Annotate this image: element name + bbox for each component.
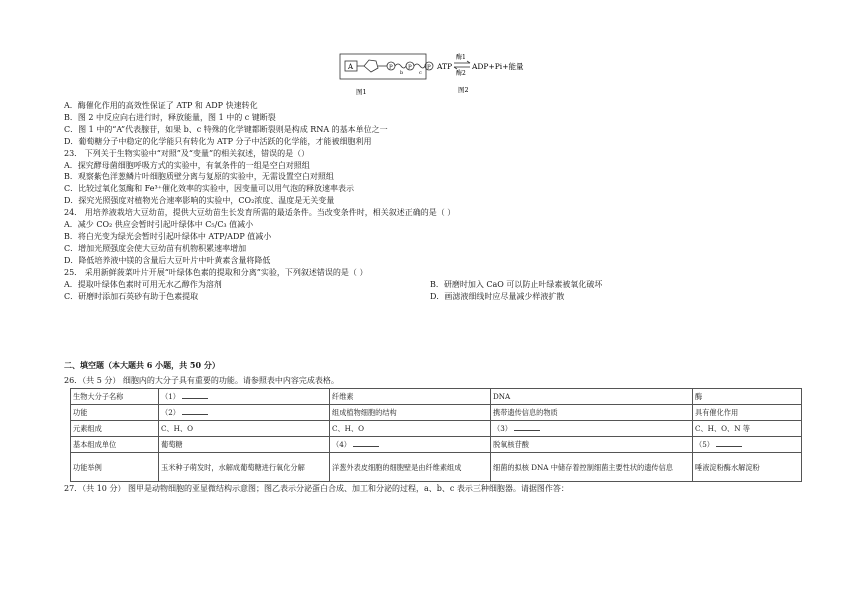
q23-option-a: A．探究酵母菌细胞呼吸方式的实验中，有氧条件的一组是空白对照组: [64, 160, 310, 170]
table-cell: DNA: [491, 389, 693, 405]
fig2-caption: 图2: [458, 86, 469, 94]
q22-option-b: B．图 2 中反应向右进行时，释放能量，图 1 中的 c 键断裂: [64, 112, 276, 122]
question-lines: [64, 100, 804, 302]
table-cell: 具有催化作用: [693, 405, 802, 421]
table-cell: 细菌的拟核 DNA 中储存着控制细菌主要性状的遗传信息: [491, 453, 693, 482]
table-row: [71, 453, 802, 482]
fig1-caption: 图1: [356, 88, 367, 96]
q25-stem: 25． 采用新鲜菠菜叶片开展“叶绿体色素的提取和分离”实验，下列叙述错误的是（ ）: [64, 267, 368, 277]
table-cell: 元素组成: [71, 421, 159, 437]
table-row: [71, 405, 802, 421]
table-cell: 功能: [71, 405, 159, 421]
q24-option-c: C．增加光照强度会使大豆幼苗有机物积累速率增加: [64, 243, 247, 253]
q25-option-d: D．画滤液细线时应尽量减少样液扩散: [430, 291, 565, 301]
fig2-enzyme1-label: 酶1: [456, 54, 466, 61]
q23-option-d: D．探究光照强度对植物光合速率影响的实验中，CO₂浓度、温度是无关变量: [64, 196, 335, 206]
section-title: 二、填空题（本大题共 6 小题，共 50 分）: [64, 360, 220, 370]
answer-blank[interactable]: [514, 424, 540, 431]
fig2-atp-label: ATP: [437, 62, 453, 71]
blank-label: （1）: [161, 392, 180, 401]
table-cell: C、H、O、N 等: [693, 421, 802, 437]
q22-option-c: C．图 1 中的“A”代表腺苷，如果 b、c 特殊的化学键都断裂则是构成 RNA 的基本单位之一: [64, 124, 388, 134]
blank-label: （5）: [695, 440, 714, 449]
table-cell: [330, 437, 491, 453]
table-cell: C、H、O: [330, 421, 491, 437]
table-cell: 酶: [693, 389, 802, 405]
q25-option-b: B．研磨时加入 CaO 可以防止叶绿素被氧化破坏: [430, 279, 603, 289]
q24-stem: 24． 用培养液栽培大豆幼苗，提供大豆幼苗生长发育所需的最适条件。当改变条件时，相关叙述正确的是（ ）: [64, 208, 456, 218]
table-cell: [491, 421, 693, 437]
q25-option-c: C．研磨时添加石英砂有助于色素提取: [64, 291, 199, 301]
table-cell: [159, 389, 330, 405]
fig1-atp-structure: [336, 52, 576, 98]
table-cell: [159, 405, 330, 421]
fig1-b-label: b: [400, 70, 404, 76]
table-cell: 洋葱外表皮细胞的细胞壁是由纤维素组成: [330, 453, 491, 482]
fig1-p1-label: P: [389, 64, 393, 71]
table-cell: 玉米种子萌发时，水解成葡萄糖进行氧化分解: [159, 453, 330, 482]
fig2-enzyme2-label: 酶2: [456, 70, 466, 77]
q24-option-a: A．减少 CO₂ 供应会暂时引起叶绿体中 C₅/C₃ 值减小: [64, 220, 254, 230]
macromolecule-table: [70, 388, 802, 482]
q25-options-row1: [64, 279, 804, 291]
table-cell: 唾液淀粉酶水解淀粉: [693, 453, 802, 482]
answer-blank[interactable]: [716, 440, 742, 447]
table-cell: 葡萄糖: [159, 437, 330, 453]
q23-stem: 23． 下列关于生物实验中“对照”及“变量”的相关叙述，错误的是（）: [64, 148, 310, 158]
blank-label: （3）: [493, 424, 512, 433]
q23-option-b: B．观察紫色洋葱鳞片叶细胞质壁分离与复原的实验中，无需设置空白对照组: [64, 172, 334, 182]
table-cell: 生物大分子名称: [71, 389, 159, 405]
answer-blank[interactable]: [182, 392, 208, 399]
table-cell: 携带遗传信息的物质: [491, 405, 693, 421]
fig1-p2-label: P: [408, 64, 412, 71]
table-cell: C、H、O: [159, 421, 330, 437]
blank-label: （4）: [332, 440, 351, 449]
figure-area: [336, 52, 576, 98]
answer-blank[interactable]: [353, 440, 379, 447]
q26-stem: 26．（共 5 分） 细胞内的大分子具有重要的功能。请参照表中内容完成表格。: [64, 376, 339, 385]
fig2-products-label: ADP+Pi+能量: [472, 62, 524, 71]
q24-option-d: D．降低培养液中镁的含量后大豆叶片中叶黄素含量将降低: [64, 255, 271, 265]
q27-stem: 27．（共 10 分） 图甲是动物细胞的亚显微结构示意图；图乙表示分泌蛋白合成、加工和分泌的过程，a、b、c 表示三种细胞器。请据图作答：: [64, 484, 569, 493]
q24-option-b: B．将白光变为绿光会暂时引起叶绿体中 ATP/ADP 值减小: [64, 231, 272, 241]
q23-option-c: C．比较过氧化氢酶和 Fe³⁺催化效率的实验中，因变量可以用气泡的释放速率表示: [64, 184, 354, 194]
answer-blank[interactable]: [182, 408, 208, 415]
table-cell: 功能举例: [71, 453, 159, 482]
q25-option-a: A．提取叶绿体色素时可用无水乙醇作为溶剂: [64, 279, 222, 289]
fig1-p3-label: P: [427, 64, 431, 71]
blank-label: （2）: [161, 408, 180, 417]
q22-option-a: A．酶催化作用的高效性保证了 ATP 和 ADP 快速转化: [64, 101, 258, 110]
fig1-a-label: A: [348, 63, 354, 71]
table-row: [71, 389, 802, 405]
table-cell: 脱氧核苷酸: [491, 437, 693, 453]
q25-options-row2: [64, 291, 804, 303]
table-cell: 组成植物细胞的结构: [330, 405, 491, 421]
table-row: [71, 437, 802, 453]
fig1-c-label: c: [419, 70, 422, 76]
table-row: [71, 421, 802, 437]
table-cell: 纤维素: [330, 389, 491, 405]
q22-option-d: D．葡萄糖分子中稳定的化学能只有转化为 ATP 分子中活跃的化学能，才能被细胞利用: [64, 136, 372, 146]
table-cell: [693, 437, 802, 453]
table-cell: 基本组成单位: [71, 437, 159, 453]
